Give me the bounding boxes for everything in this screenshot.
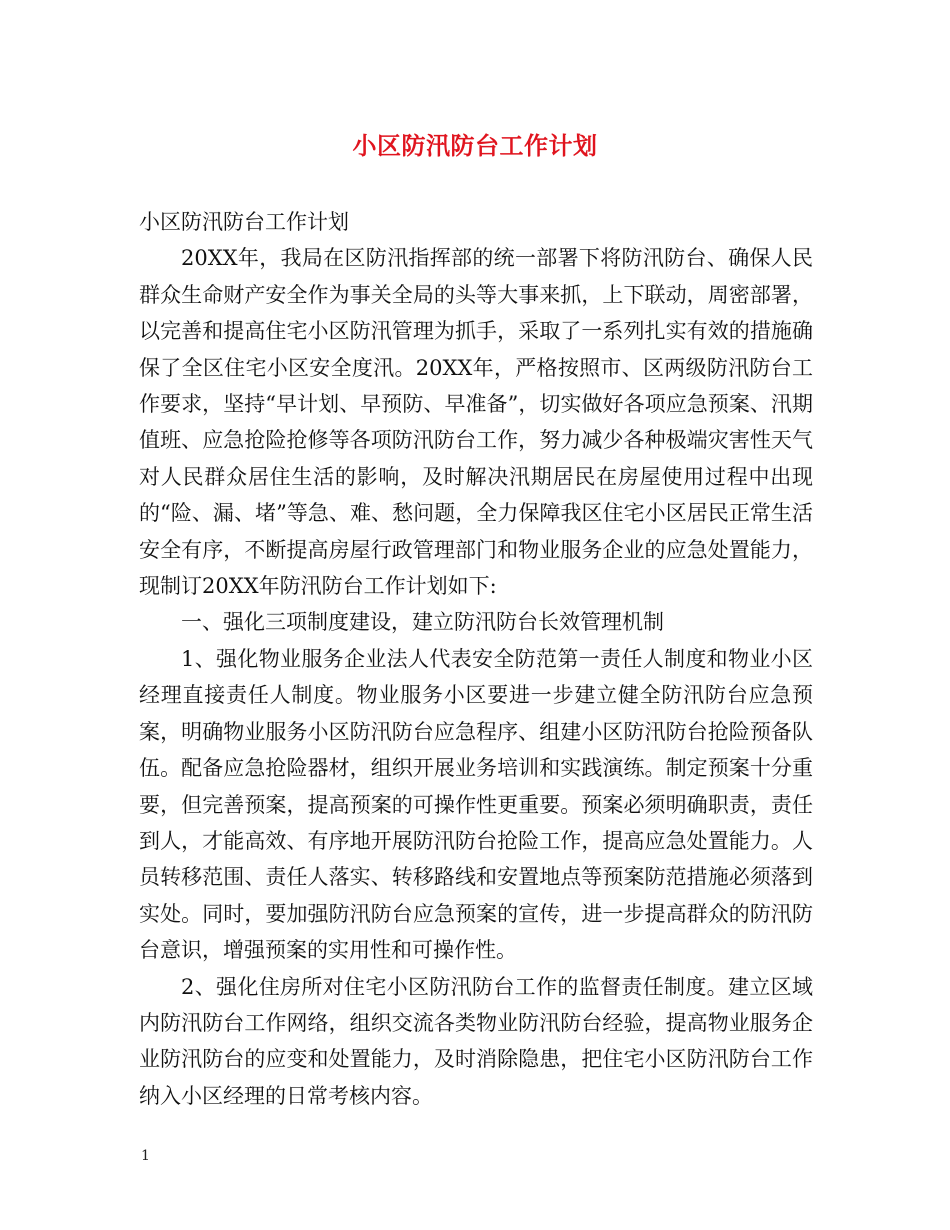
- item-paragraph-1: 1、强化物业服务企业法人代表安全防范第一责任人制度和物业小区经理直接责任人制度。物业服务小区要进一步建立健全防汛防台应急预案，明确物业服务小区防汛防台应急程序、组建小区防汛防台抢险预备队伍。配备应急抢险器材，组织开展业务培训和实践演练。制定预案十分重要，但完善预案，提高预案的可操作性更重要。预案必须明确职责，责任到人，才能高效、有序地开展防汛防台抢险工作，提高应急处置能力。人员转移范围、责任人落实、转移路线和安置地点等预案防范措施必须落到实处。同时，要加强防汛防台应急预案的宣传，进一步提高群众的防汛防台意识，增强预案的实用性和可操作性。: [139, 646, 813, 963]
- subtitle-paragraph: 小区防汛防台工作计划: [139, 210, 349, 234]
- item-paragraph-2: 2、强化住房所对住宅小区防汛防台工作的监督责任制度。建立区域内防汛防台工作网络，组织交流各类物业防汛防台经验，提高物业服务企业防汛防台的应变和处置能力，及时消除隐患，把住宅小区防汛防台工作纳入小区经理的日常考核内容。: [139, 974, 813, 1108]
- document-title: 小区防汛防台工作计划: [352, 131, 598, 160]
- intro-paragraph: 20XX年，我局在区防汛指挥部的统一部署下将防汛防台、确保人民群众生命财产安全作为事关全局的头等大事来抓，上下联动，周密部署，以完善和提高住宅小区防汛管理为抓手，采取了一系列扎实有效的措施确保了全区住宅小区安全度汛。20XX年，严格按照市、区两级防汛防台工作要求，坚持“早计划、早预防、早准备”，切实做好各项应急预案、汛期值班、应急抢险抢修等各项防汛防台工作，努力减少各种极端灾害性天气对人民群众居住生活的影响，及时解决汛期居民在房屋使用过程中出现的“险、漏、堵”等急、难、愁问题，全力保障我区住宅小区居民正常生活安全有序，不断提高房屋行政管理部门和物业服务企业的应急处置能力，现制订20XX年防汛防台工作计划如下:: [139, 246, 813, 599]
- section-heading: 一、强化三项制度建设，建立防汛防台长效管理机制: [181, 610, 664, 635]
- page-number: 1: [141, 1148, 150, 1164]
- document-body: [139, 204, 813, 1114]
